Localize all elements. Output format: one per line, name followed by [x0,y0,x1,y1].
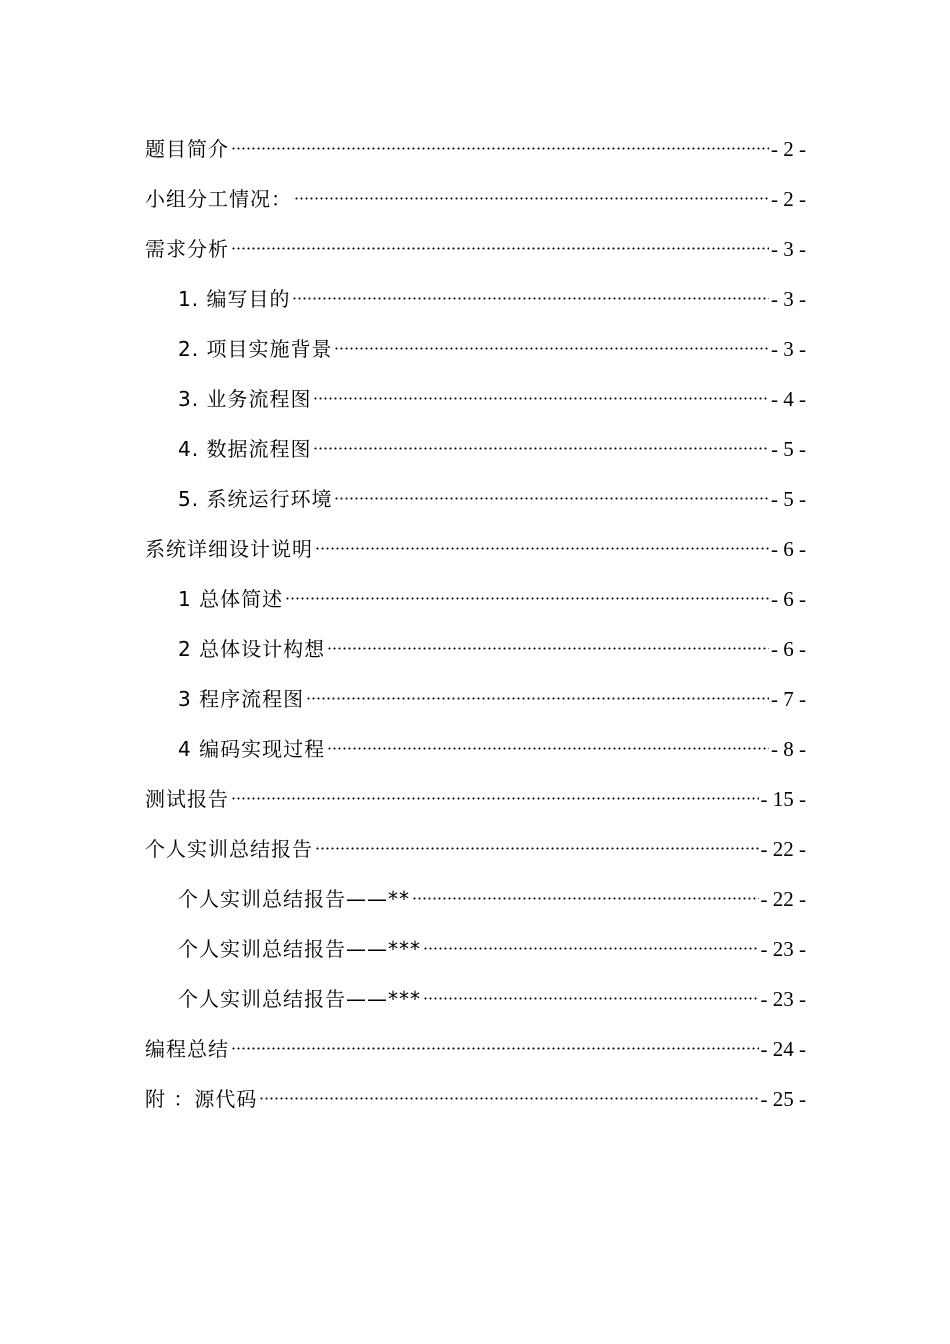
toc-entry[interactable] [145,974,806,1024]
toc-entry-page: - 2 - [771,137,806,161]
toc-entry-page: - 4 - [771,387,806,411]
toc-entry-title: 题目简介 [145,137,229,161]
toc-leader-dots [313,447,769,450]
toc-entry-page: - 3 - [771,237,806,261]
toc-entry-title: 1 总体简述 [178,587,284,611]
toc-entry-page: - 25 - [760,1087,806,1111]
toc-entry-title: 小组分工情况： [145,187,292,211]
toc-entry-title: 附 ：源代码 [145,1087,258,1111]
toc-entry-title: 5. 系统运行环境 [178,487,333,511]
toc-entry-page: - 23 - [760,937,806,961]
toc-entry-page: - 6 - [771,587,806,611]
toc-entry[interactable] [145,424,806,474]
toc-entry-title: 3. 业务流程图 [178,387,312,411]
toc-entry[interactable] [145,624,806,674]
toc-entry-page: - 2 - [771,187,806,211]
toc-entry[interactable] [145,374,806,424]
toc-entry-title: 个人实训总结报告——*** [178,987,421,1011]
toc-entry[interactable] [145,274,806,324]
toc-entry[interactable] [145,824,806,874]
toc-entry-page: - 23 - [760,987,806,1011]
toc-entry-page: - 3 - [771,287,806,311]
toc-entry-page: - 6 - [771,537,806,561]
toc-entry[interactable] [145,774,806,824]
toc-leader-dots [306,697,769,700]
toc-leader-dots [231,147,769,150]
toc-entry-page: - 15 - [760,787,806,811]
toc-leader-dots [315,547,769,550]
toc-entry-page: - 7 - [771,687,806,711]
toc-entry[interactable] [145,1074,806,1124]
toc-entry-title: 1. 编写目的 [178,287,291,311]
toc-entry-title: 系统详细设计说明 [145,537,313,561]
toc-leader-dots [313,397,769,400]
toc-leader-dots [285,597,769,600]
toc-leader-dots [294,197,769,200]
toc-entry[interactable] [145,474,806,524]
toc-entry-title: 3 程序流程图 [178,687,305,711]
toc-entry-title: 需求分析 [145,237,229,261]
toc-entry-title: 测试报告 [145,787,229,811]
toc-entry-title: 2 总体设计构想 [178,637,326,661]
toc-entry-title: 编程总结 [145,1037,229,1061]
toc-leader-dots [231,247,769,250]
toc-leader-dots [327,747,769,750]
toc-leader-dots [231,1047,759,1050]
toc-leader-dots [231,797,759,800]
toc-leader-dots [259,1097,758,1100]
toc-entry[interactable] [145,524,806,574]
toc-leader-dots [327,647,769,650]
table-of-contents [145,124,806,1124]
toc-entry[interactable] [145,1024,806,1074]
toc-entry-title: 2. 项目实施背景 [178,337,333,361]
toc-leader-dots [412,897,759,900]
toc-entry[interactable] [145,874,806,924]
toc-entry-title: 个人实训总结报告——** [178,887,410,911]
toc-entry-title: 个人实训总结报告——*** [178,937,421,961]
toc-entry-page: - 22 - [760,837,806,861]
toc-entry-page: - 24 - [760,1037,806,1061]
toc-entry[interactable] [145,724,806,774]
toc-leader-dots [315,847,759,850]
toc-entry[interactable] [145,924,806,974]
toc-entry-page: - 6 - [771,637,806,661]
toc-entry[interactable] [145,574,806,624]
toc-entry-page: - 5 - [771,487,806,511]
toc-entry[interactable] [145,174,806,224]
toc-entry-title: 4. 数据流程图 [178,437,312,461]
toc-leader-dots [423,947,759,950]
toc-entry-title: 个人实训总结报告 [145,837,313,861]
toc-leader-dots [423,997,759,1000]
toc-leader-dots [292,297,769,300]
toc-entry-page: - 8 - [771,737,806,761]
toc-entry[interactable] [145,674,806,724]
toc-leader-dots [334,347,769,350]
toc-entry-title: 4 编码实现过程 [178,737,326,761]
toc-entry-page: - 5 - [771,437,806,461]
toc-entry-page: - 22 - [760,887,806,911]
toc-entry-page: - 3 - [771,337,806,361]
toc-entry[interactable] [145,324,806,374]
toc-entry[interactable] [145,224,806,274]
toc-entry[interactable] [145,124,806,174]
toc-leader-dots [334,497,769,500]
